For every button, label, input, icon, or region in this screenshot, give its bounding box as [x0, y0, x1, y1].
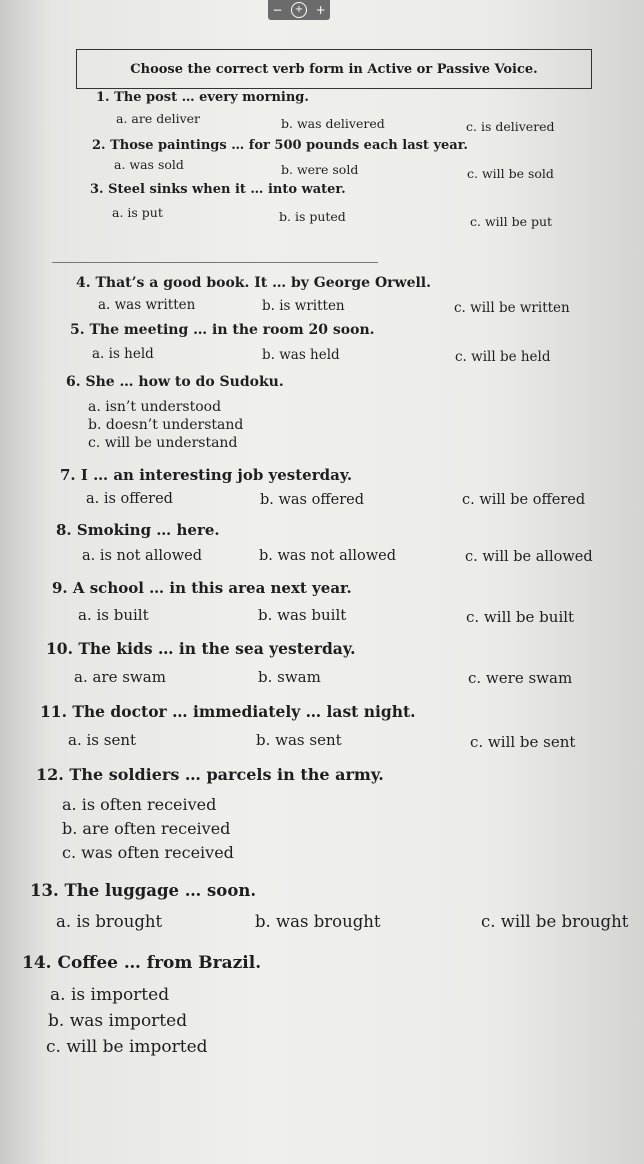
option-8b[interactable]: b. was not allowed [259, 548, 397, 564]
option-1c[interactable]: c. is delivered [466, 119, 555, 134]
question-12: 12. The soldiers … parcels in the army. [36, 765, 384, 784]
option-13c[interactable]: c. will be brought [481, 912, 629, 931]
question-11: 11. The doctor … immediately … last night. [40, 702, 416, 721]
option-6c[interactable]: c. will be understand [88, 435, 238, 451]
question-2: 2. Those paintings … for 500 pounds each last year. [92, 138, 468, 153]
instruction-box [76, 49, 592, 89]
option-12c[interactable]: c. was often received [62, 843, 234, 862]
option-4c[interactable]: c. will be written [454, 300, 570, 316]
option-5c[interactable]: c. will be held [455, 349, 551, 365]
option-14c[interactable]: c. will be imported [46, 1037, 208, 1057]
option-11a[interactable]: a. is sent [68, 731, 137, 749]
option-14a[interactable]: a. is imported [50, 985, 170, 1005]
question-13: 13. The luggage … soon. [30, 881, 257, 900]
question-5: 5. The meeting … in the room 20 soon. [70, 322, 375, 338]
option-4b[interactable]: b. is written [262, 298, 345, 314]
option-14b[interactable]: b. was imported [48, 1011, 188, 1031]
option-5a[interactable]: a. is held [92, 346, 154, 362]
option-10c[interactable]: c. were swam [468, 669, 573, 687]
option-13b[interactable]: b. was brought [255, 912, 381, 931]
zoom-out-button[interactable]: − [272, 3, 283, 17]
zoom-in-button[interactable]: + [315, 3, 326, 17]
question-3: 3. Steel sinks when it … into water. [90, 182, 346, 197]
option-6b[interactable]: b. doesn’t understand [88, 417, 244, 433]
option-2b[interactable]: b. were sold [281, 162, 359, 177]
instruction-text: Choose the correct verb form in Active or Passive Voice. [130, 61, 538, 77]
question-14: 14. Coffee … from Brazil. [22, 953, 262, 973]
option-8c[interactable]: c. will be allowed [465, 549, 593, 565]
option-9a[interactable]: a. is built [78, 606, 149, 624]
question-4: 4. That’s a good book. It … by George Orwell. [76, 275, 431, 291]
option-3c[interactable]: c. will be put [470, 214, 553, 229]
option-13a[interactable]: a. is brought [56, 912, 163, 931]
option-1a[interactable]: a. are deliver [116, 111, 201, 126]
option-11c[interactable]: c. will be sent [470, 733, 576, 751]
option-1b[interactable]: b. was delivered [281, 116, 385, 131]
question-1: 1. The post … every morning. [96, 90, 309, 105]
option-9b[interactable]: b. was built [258, 606, 347, 624]
option-8a[interactable]: a. is not allowed [82, 548, 202, 564]
option-4a[interactable]: a. was written [98, 297, 196, 313]
option-12b[interactable]: b. are often received [62, 819, 231, 838]
option-12a[interactable]: a. is often received [62, 795, 217, 814]
option-2a[interactable]: a. was sold [114, 157, 184, 172]
option-9c[interactable]: c. will be built [466, 608, 575, 626]
page-fold-divider [52, 262, 378, 263]
option-7b[interactable]: b. was offered [260, 492, 365, 508]
option-7a[interactable]: a. is offered [86, 491, 173, 507]
option-6a[interactable]: a. isn’t understood [88, 399, 222, 415]
question-9: 9. A school … in this area next year. [52, 579, 352, 597]
option-3a[interactable]: a. is put [112, 205, 163, 220]
question-7: 7. I … an interesting job yesterday. [60, 466, 353, 484]
question-10: 10. The kids … in the sea yesterday. [46, 639, 356, 658]
zoom-toolbar [268, 0, 330, 20]
option-10b[interactable]: b. swam [258, 668, 321, 686]
option-10a[interactable]: a. are swam [74, 668, 166, 686]
option-7c[interactable]: c. will be offered [462, 492, 586, 508]
question-8: 8. Smoking … here. [56, 521, 220, 539]
question-6: 6. She … how to do Sudoku. [66, 374, 284, 390]
option-2c[interactable]: c. will be sold [467, 166, 554, 181]
option-5b[interactable]: b. was held [262, 347, 340, 363]
option-3b[interactable]: b. is puted [279, 209, 346, 224]
zoom-magnifier-icon[interactable]: + [291, 2, 307, 18]
option-11b[interactable]: b. was sent [256, 731, 342, 749]
